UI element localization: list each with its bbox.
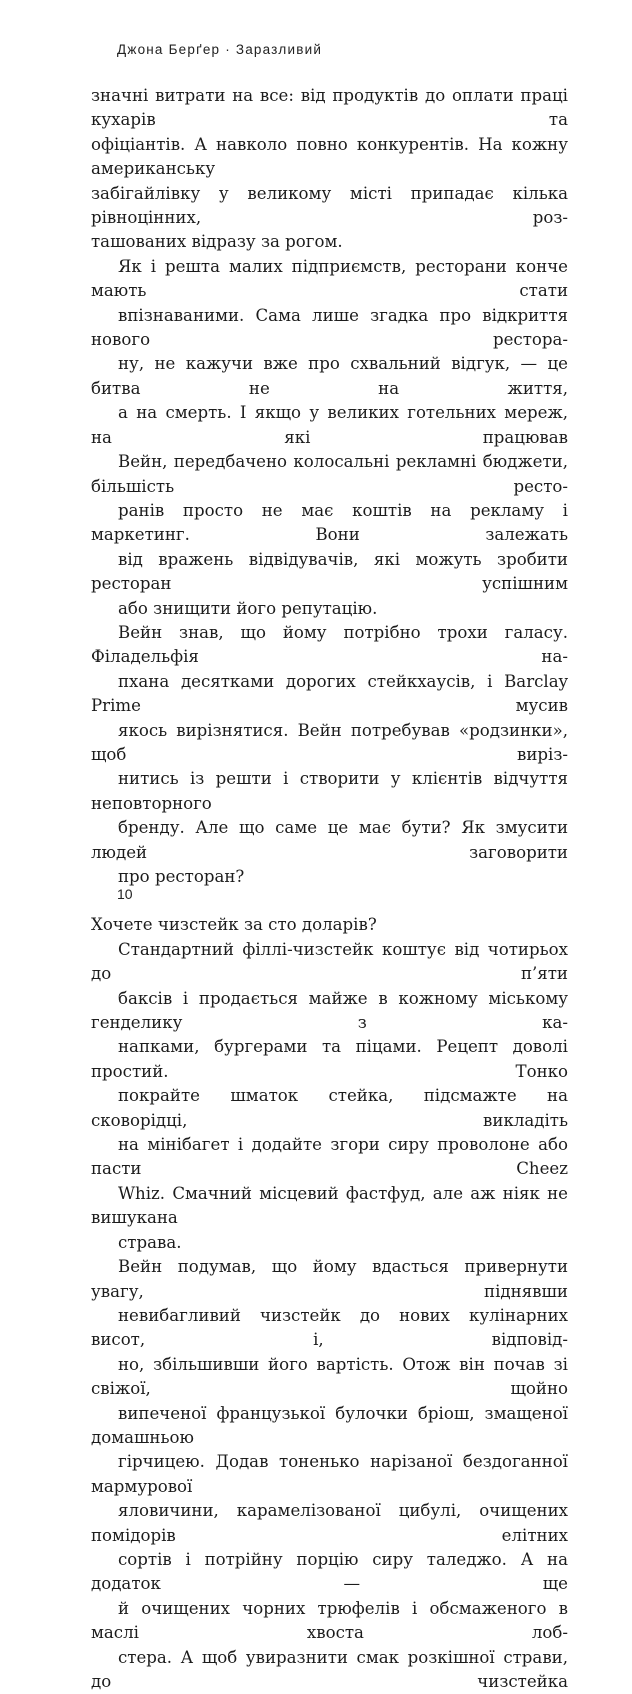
text-line: Вейн, передбачено колосальні рекламні бюджети, більшість ресто- xyxy=(91,452,568,496)
text-line: ну, не кажучи вже про схвальний відгук, — це битва не на життя, xyxy=(91,354,568,398)
text-line: покрайте шматок стейка, підсмажте на сковорідці, викладіть xyxy=(91,1086,568,1130)
text-line: офіціантів. А навколо повно конкурентів. На кожну американську xyxy=(91,134,568,179)
body-text xyxy=(91,84,568,1694)
text-line: Як і решта малих підприємств, ресторани конче мають стати xyxy=(91,256,568,301)
text-line: стера. А щоб увиразнити смак розкішної страви, до чизстейка xyxy=(91,1647,568,1691)
text-line: ранів просто не має коштів на рекламу і маркетинг. Вони залежать xyxy=(91,500,568,545)
text-line: напками, бургерами та піцами. Рецепт доволі простий. Тонко xyxy=(91,1037,568,1081)
text-line: про ресторан? xyxy=(118,867,245,886)
page-number: 10 xyxy=(117,886,133,902)
paragraph xyxy=(91,84,568,255)
text-line: а на смерть. І якщо у великих готельних мереж, на які працював xyxy=(91,403,568,447)
text-line: значні витрати на все: від продуктів до оплати праці кухарів та xyxy=(91,86,568,130)
section-heading-line xyxy=(91,913,568,937)
text-line: Стандартний філлі-чизстейк коштує від чотирьох до п’яти xyxy=(91,939,568,984)
text-line: но, збільшивши його вартість. Отож він почав зі свіжої, щойно xyxy=(91,1354,568,1399)
text-line: гірчицею. Додав тоненько нарізаної бездоганної мармурової xyxy=(91,1452,568,1496)
text-line: бренду. Але що саме це має бути? Як змусити людей заговорити xyxy=(91,818,568,862)
paragraph xyxy=(91,255,568,621)
text-line: впізнаваними. Сама лише згадка про відкриття нового ресторa- xyxy=(91,305,568,350)
text-line: Хочете чизстейк за сто доларів? xyxy=(91,915,377,935)
text-line: або знищити його репутацію. xyxy=(118,598,378,618)
text-line: якось вирізнятися. Вейн потребував «родзинки», щоб виріз- xyxy=(91,720,568,764)
text-line: невибагливий чизстейк до нових кулінарних висот, і, відповід- xyxy=(91,1305,568,1350)
text-line: баксів і продається майже в кожному міському генделику з ка- xyxy=(91,988,568,1033)
text-line: від вражень відвідувачів, які можуть зробити ресторан успішним xyxy=(91,549,568,594)
text-line: страва. xyxy=(118,1232,182,1252)
text-line: нитись із решти і створити у клієнтів відчуття неповторного xyxy=(91,769,568,813)
text-line: Вейн подумав, що йому вдасться привернути увагу, піднявши xyxy=(91,1257,568,1301)
section-gap xyxy=(91,889,568,913)
text-line: забігайлівку у великому місті припадає кілька рівноцінних, роз- xyxy=(91,183,568,228)
paragraph xyxy=(91,1255,568,1694)
text-line: на мінібагет і додайте згори сиру проволоне або пасти Cheez xyxy=(91,1135,568,1179)
paragraph xyxy=(91,938,568,1255)
running-head: Джона Берґер · Заразливий xyxy=(117,42,323,57)
text-line: й очищених чорних трюфелів і обсмаженого в маслі хвоста лоб- xyxy=(91,1598,568,1643)
text-line: сортів і потрійну порцію сиру таледжо. А на додаток — ще xyxy=(91,1549,568,1594)
text-line: випеченої французької булочки бріош, змащеної домашньою xyxy=(91,1403,568,1447)
paragraph xyxy=(91,621,568,889)
text-line: Whiz. Смачний місцевий фастфуд, але аж ніяк не вишукана xyxy=(91,1183,568,1228)
text-line: яловичини, карамелізованої цибулі, очищених помідорів елітних xyxy=(91,1501,568,1545)
text-line: ташованих відразу за рогом. xyxy=(91,232,343,252)
text-line: пхана десятками дорогих стейкхаусів, і Barclay Prime мусив xyxy=(91,671,568,716)
text-line: Вейн знав, що йому потрібно трохи галасу. Філадельфія на- xyxy=(91,622,568,667)
